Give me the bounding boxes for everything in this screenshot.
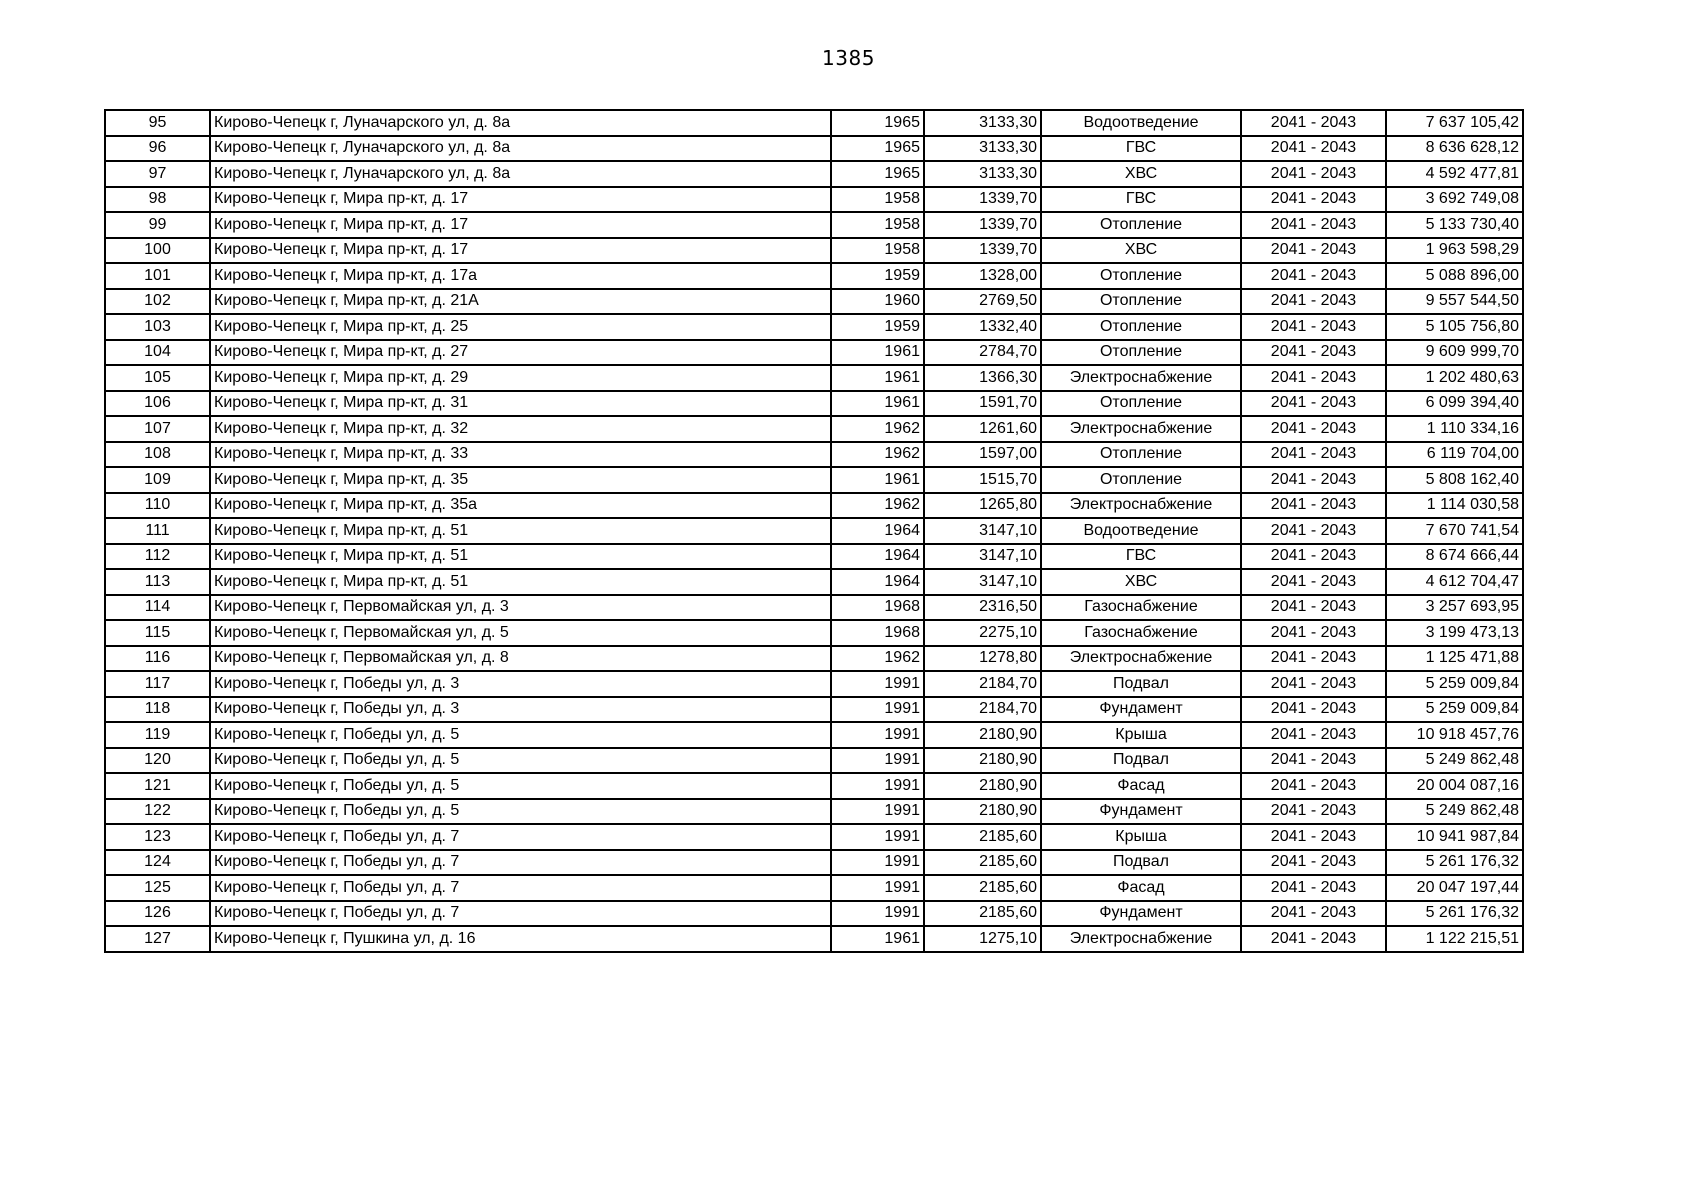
area-cell: 1515,70 (924, 467, 1041, 493)
work-type-cell: Отопление (1041, 467, 1241, 493)
cost-cell: 5 249 862,48 (1386, 799, 1523, 825)
build-year-cell: 1991 (831, 722, 924, 748)
period-cell: 2041 - 2043 (1241, 799, 1386, 825)
area-cell: 2185,60 (924, 850, 1041, 876)
work-type-cell: Водоотведение (1041, 110, 1241, 136)
cost-cell: 5 105 756,80 (1386, 314, 1523, 340)
build-year-cell: 1965 (831, 136, 924, 162)
row-number-cell: 122 (105, 799, 210, 825)
area-cell: 1597,00 (924, 442, 1041, 468)
build-year-cell: 1964 (831, 544, 924, 570)
address-cell: Кирово-Чепецк г, Мира пр-кт, д. 35а (210, 493, 831, 519)
table-row (105, 212, 1523, 238)
table-row (105, 748, 1523, 774)
table-row (105, 569, 1523, 595)
row-number-cell: 123 (105, 824, 210, 850)
table-row (105, 620, 1523, 646)
row-number-cell: 99 (105, 212, 210, 238)
cost-cell: 3 257 693,95 (1386, 595, 1523, 621)
work-type-cell: Крыша (1041, 824, 1241, 850)
table-row (105, 136, 1523, 162)
build-year-cell: 1991 (831, 773, 924, 799)
area-cell: 1278,80 (924, 646, 1041, 672)
row-number-cell: 112 (105, 544, 210, 570)
row-number-cell: 114 (105, 595, 210, 621)
table-row (105, 314, 1523, 340)
row-number-cell: 103 (105, 314, 210, 340)
work-type-cell: Отопление (1041, 442, 1241, 468)
table-row (105, 238, 1523, 264)
row-number-cell: 110 (105, 493, 210, 519)
area-cell: 2180,90 (924, 773, 1041, 799)
area-cell: 2184,70 (924, 697, 1041, 723)
row-number-cell: 121 (105, 773, 210, 799)
table-row (105, 824, 1523, 850)
address-cell: Кирово-Чепецк г, Первомайская ул, д. 8 (210, 646, 831, 672)
row-number-cell: 116 (105, 646, 210, 672)
cost-cell: 5 259 009,84 (1386, 671, 1523, 697)
period-cell: 2041 - 2043 (1241, 263, 1386, 289)
area-cell: 1339,70 (924, 187, 1041, 213)
cost-cell: 9 609 999,70 (1386, 340, 1523, 366)
period-cell: 2041 - 2043 (1241, 671, 1386, 697)
period-cell: 2041 - 2043 (1241, 518, 1386, 544)
build-year-cell: 1991 (831, 824, 924, 850)
period-cell: 2041 - 2043 (1241, 926, 1386, 952)
cost-cell: 1 125 471,88 (1386, 646, 1523, 672)
period-cell: 2041 - 2043 (1241, 493, 1386, 519)
table-row (105, 646, 1523, 672)
build-year-cell: 1965 (831, 161, 924, 187)
address-cell: Кирово-Чепецк г, Победы ул, д. 5 (210, 773, 831, 799)
table-body (105, 110, 1523, 952)
area-cell: 2275,10 (924, 620, 1041, 646)
table-row (105, 442, 1523, 468)
area-cell: 1265,80 (924, 493, 1041, 519)
area-cell: 3133,30 (924, 136, 1041, 162)
work-type-cell: Водоотведение (1041, 518, 1241, 544)
work-type-cell: Отопление (1041, 314, 1241, 340)
address-cell: Кирово-Чепецк г, Мира пр-кт, д. 51 (210, 569, 831, 595)
period-cell: 2041 - 2043 (1241, 901, 1386, 927)
area-cell: 1261,60 (924, 416, 1041, 442)
table-row (105, 263, 1523, 289)
table-row (105, 416, 1523, 442)
table-row (105, 850, 1523, 876)
row-number-cell: 100 (105, 238, 210, 264)
work-type-cell: Фундамент (1041, 697, 1241, 723)
area-cell: 2184,70 (924, 671, 1041, 697)
address-cell: Кирово-Чепецк г, Первомайская ул, д. 5 (210, 620, 831, 646)
build-year-cell: 1968 (831, 620, 924, 646)
work-type-cell: ГВС (1041, 136, 1241, 162)
address-cell: Кирово-Чепецк г, Мира пр-кт, д. 33 (210, 442, 831, 468)
work-type-cell: Фасад (1041, 875, 1241, 901)
work-type-cell: Отопление (1041, 391, 1241, 417)
row-number-cell: 97 (105, 161, 210, 187)
cost-cell: 1 963 598,29 (1386, 238, 1523, 264)
work-type-cell: Электроснабжение (1041, 365, 1241, 391)
address-cell: Кирово-Чепецк г, Мира пр-кт, д. 31 (210, 391, 831, 417)
table-row (105, 493, 1523, 519)
build-year-cell: 1961 (831, 340, 924, 366)
work-type-cell: ГВС (1041, 544, 1241, 570)
work-type-cell: Фасад (1041, 773, 1241, 799)
row-number-cell: 95 (105, 110, 210, 136)
address-cell: Кирово-Чепецк г, Победы ул, д. 7 (210, 850, 831, 876)
address-cell: Кирово-Чепецк г, Победы ул, д. 5 (210, 722, 831, 748)
period-cell: 2041 - 2043 (1241, 697, 1386, 723)
cost-cell: 8 636 628,12 (1386, 136, 1523, 162)
period-cell: 2041 - 2043 (1241, 824, 1386, 850)
row-number-cell: 98 (105, 187, 210, 213)
cost-cell: 5 261 176,32 (1386, 901, 1523, 927)
cost-cell: 6 119 704,00 (1386, 442, 1523, 468)
period-cell: 2041 - 2043 (1241, 289, 1386, 315)
build-year-cell: 1958 (831, 238, 924, 264)
area-cell: 1339,70 (924, 238, 1041, 264)
work-type-cell: ГВС (1041, 187, 1241, 213)
table-row (105, 671, 1523, 697)
repair-schedule-table (104, 109, 1524, 953)
cost-cell: 4 612 704,47 (1386, 569, 1523, 595)
table-row (105, 365, 1523, 391)
cost-cell: 10 941 987,84 (1386, 824, 1523, 850)
period-cell: 2041 - 2043 (1241, 773, 1386, 799)
row-number-cell: 125 (105, 875, 210, 901)
work-type-cell: Электроснабжение (1041, 493, 1241, 519)
build-year-cell: 1959 (831, 263, 924, 289)
row-number-cell: 105 (105, 365, 210, 391)
area-cell: 2180,90 (924, 748, 1041, 774)
cost-cell: 1 202 480,63 (1386, 365, 1523, 391)
work-type-cell: Отопление (1041, 340, 1241, 366)
cost-cell: 7 637 105,42 (1386, 110, 1523, 136)
cost-cell: 5 259 009,84 (1386, 697, 1523, 723)
cost-cell: 6 099 394,40 (1386, 391, 1523, 417)
period-cell: 2041 - 2043 (1241, 110, 1386, 136)
table-row (105, 926, 1523, 952)
address-cell: Кирово-Чепецк г, Мира пр-кт, д. 35 (210, 467, 831, 493)
table-row (105, 161, 1523, 187)
area-cell: 3133,30 (924, 110, 1041, 136)
cost-cell: 5 249 862,48 (1386, 748, 1523, 774)
table-row (105, 518, 1523, 544)
cost-cell: 5 261 176,32 (1386, 850, 1523, 876)
period-cell: 2041 - 2043 (1241, 340, 1386, 366)
address-cell: Кирово-Чепецк г, Мира пр-кт, д. 25 (210, 314, 831, 340)
area-cell: 1275,10 (924, 926, 1041, 952)
address-cell: Кирово-Чепецк г, Победы ул, д. 5 (210, 799, 831, 825)
address-cell: Кирово-Чепецк г, Мира пр-кт, д. 17 (210, 187, 831, 213)
cost-cell: 1 122 215,51 (1386, 926, 1523, 952)
period-cell: 2041 - 2043 (1241, 875, 1386, 901)
build-year-cell: 1991 (831, 748, 924, 774)
area-cell: 1591,70 (924, 391, 1041, 417)
cost-cell: 4 592 477,81 (1386, 161, 1523, 187)
area-cell: 2316,50 (924, 595, 1041, 621)
work-type-cell: Подвал (1041, 748, 1241, 774)
period-cell: 2041 - 2043 (1241, 544, 1386, 570)
work-type-cell: Подвал (1041, 671, 1241, 697)
work-type-cell: ХВС (1041, 569, 1241, 595)
build-year-cell: 1962 (831, 493, 924, 519)
address-cell: Кирово-Чепецк г, Победы ул, д. 7 (210, 875, 831, 901)
table-row (105, 773, 1523, 799)
address-cell: Кирово-Чепецк г, Луначарского ул, д. 8а (210, 161, 831, 187)
row-number-cell: 127 (105, 926, 210, 952)
row-number-cell: 115 (105, 620, 210, 646)
table-row (105, 799, 1523, 825)
work-type-cell: Отопление (1041, 212, 1241, 238)
table-row (105, 901, 1523, 927)
address-cell: Кирово-Чепецк г, Пушкина ул, д. 16 (210, 926, 831, 952)
cost-cell: 7 670 741,54 (1386, 518, 1523, 544)
build-year-cell: 1959 (831, 314, 924, 340)
period-cell: 2041 - 2043 (1241, 620, 1386, 646)
row-number-cell: 104 (105, 340, 210, 366)
table-row (105, 187, 1523, 213)
period-cell: 2041 - 2043 (1241, 416, 1386, 442)
build-year-cell: 1991 (831, 875, 924, 901)
page-number: 1385 (822, 46, 875, 70)
work-type-cell: Электроснабжение (1041, 646, 1241, 672)
period-cell: 2041 - 2043 (1241, 314, 1386, 340)
work-type-cell: ХВС (1041, 161, 1241, 187)
work-type-cell: Подвал (1041, 850, 1241, 876)
build-year-cell: 1960 (831, 289, 924, 315)
work-type-cell: Газоснабжение (1041, 620, 1241, 646)
cost-cell: 8 674 666,44 (1386, 544, 1523, 570)
build-year-cell: 1961 (831, 391, 924, 417)
table-row (105, 875, 1523, 901)
cost-cell: 5 088 896,00 (1386, 263, 1523, 289)
address-cell: Кирово-Чепецк г, Первомайская ул, д. 3 (210, 595, 831, 621)
period-cell: 2041 - 2043 (1241, 850, 1386, 876)
period-cell: 2041 - 2043 (1241, 442, 1386, 468)
cost-cell: 9 557 544,50 (1386, 289, 1523, 315)
table-row (105, 391, 1523, 417)
build-year-cell: 1965 (831, 110, 924, 136)
row-number-cell: 118 (105, 697, 210, 723)
area-cell: 2769,50 (924, 289, 1041, 315)
build-year-cell: 1991 (831, 901, 924, 927)
build-year-cell: 1962 (831, 442, 924, 468)
area-cell: 1366,30 (924, 365, 1041, 391)
build-year-cell: 1958 (831, 187, 924, 213)
table-row (105, 340, 1523, 366)
area-cell: 2180,90 (924, 799, 1041, 825)
row-number-cell: 113 (105, 569, 210, 595)
work-type-cell: Фундамент (1041, 901, 1241, 927)
period-cell: 2041 - 2043 (1241, 212, 1386, 238)
address-cell: Кирово-Чепецк г, Мира пр-кт, д. 51 (210, 544, 831, 570)
area-cell: 2185,60 (924, 901, 1041, 927)
row-number-cell: 108 (105, 442, 210, 468)
build-year-cell: 1964 (831, 569, 924, 595)
build-year-cell: 1961 (831, 926, 924, 952)
cost-cell: 20 004 087,16 (1386, 773, 1523, 799)
row-number-cell: 111 (105, 518, 210, 544)
work-type-cell: ХВС (1041, 238, 1241, 264)
table-row (105, 289, 1523, 315)
area-cell: 3133,30 (924, 161, 1041, 187)
build-year-cell: 1991 (831, 671, 924, 697)
work-type-cell: Электроснабжение (1041, 416, 1241, 442)
work-type-cell: Электроснабжение (1041, 926, 1241, 952)
build-year-cell: 1961 (831, 365, 924, 391)
row-number-cell: 119 (105, 722, 210, 748)
cost-cell: 3 692 749,08 (1386, 187, 1523, 213)
table-row (105, 467, 1523, 493)
address-cell: Кирово-Чепецк г, Победы ул, д. 3 (210, 671, 831, 697)
cost-cell: 1 114 030,58 (1386, 493, 1523, 519)
address-cell: Кирово-Чепецк г, Мира пр-кт, д. 51 (210, 518, 831, 544)
area-cell: 3147,10 (924, 518, 1041, 544)
row-number-cell: 107 (105, 416, 210, 442)
period-cell: 2041 - 2043 (1241, 187, 1386, 213)
build-year-cell: 1991 (831, 799, 924, 825)
area-cell: 2185,60 (924, 875, 1041, 901)
row-number-cell: 102 (105, 289, 210, 315)
period-cell: 2041 - 2043 (1241, 391, 1386, 417)
address-cell: Кирово-Чепецк г, Мира пр-кт, д. 27 (210, 340, 831, 366)
cost-cell: 20 047 197,44 (1386, 875, 1523, 901)
cost-cell: 5 133 730,40 (1386, 212, 1523, 238)
period-cell: 2041 - 2043 (1241, 238, 1386, 264)
address-cell: Кирово-Чепецк г, Мира пр-кт, д. 17а (210, 263, 831, 289)
period-cell: 2041 - 2043 (1241, 136, 1386, 162)
cost-cell: 1 110 334,16 (1386, 416, 1523, 442)
row-number-cell: 126 (105, 901, 210, 927)
build-year-cell: 1958 (831, 212, 924, 238)
area-cell: 2185,60 (924, 824, 1041, 850)
address-cell: Кирово-Чепецк г, Мира пр-кт, д. 29 (210, 365, 831, 391)
row-number-cell: 120 (105, 748, 210, 774)
build-year-cell: 1964 (831, 518, 924, 544)
address-cell: Кирово-Чепецк г, Луначарского ул, д. 8а (210, 136, 831, 162)
address-cell: Кирово-Чепецк г, Луначарского ул, д. 8а (210, 110, 831, 136)
area-cell: 1339,70 (924, 212, 1041, 238)
table-row (105, 722, 1523, 748)
period-cell: 2041 - 2043 (1241, 595, 1386, 621)
row-number-cell: 106 (105, 391, 210, 417)
work-type-cell: Отопление (1041, 289, 1241, 315)
build-year-cell: 1968 (831, 595, 924, 621)
build-year-cell: 1962 (831, 646, 924, 672)
cost-cell: 3 199 473,13 (1386, 620, 1523, 646)
table-row (105, 110, 1523, 136)
address-cell: Кирово-Чепецк г, Победы ул, д. 5 (210, 748, 831, 774)
address-cell: Кирово-Чепецк г, Мира пр-кт, д. 32 (210, 416, 831, 442)
period-cell: 2041 - 2043 (1241, 467, 1386, 493)
period-cell: 2041 - 2043 (1241, 365, 1386, 391)
build-year-cell: 1991 (831, 697, 924, 723)
address-cell: Кирово-Чепецк г, Мира пр-кт, д. 17 (210, 212, 831, 238)
period-cell: 2041 - 2043 (1241, 722, 1386, 748)
work-type-cell: Отопление (1041, 263, 1241, 289)
address-cell: Кирово-Чепецк г, Мира пр-кт, д. 17 (210, 238, 831, 264)
address-cell: Кирово-Чепецк г, Победы ул, д. 3 (210, 697, 831, 723)
build-year-cell: 1991 (831, 850, 924, 876)
cost-cell: 10 918 457,76 (1386, 722, 1523, 748)
area-cell: 2180,90 (924, 722, 1041, 748)
area-cell: 1332,40 (924, 314, 1041, 340)
work-type-cell: Фундамент (1041, 799, 1241, 825)
table-row (105, 697, 1523, 723)
work-type-cell: Газоснабжение (1041, 595, 1241, 621)
row-number-cell: 124 (105, 850, 210, 876)
area-cell: 2784,70 (924, 340, 1041, 366)
area-cell: 1328,00 (924, 263, 1041, 289)
cost-cell: 5 808 162,40 (1386, 467, 1523, 493)
address-cell: Кирово-Чепецк г, Победы ул, д. 7 (210, 901, 831, 927)
table-row (105, 544, 1523, 570)
area-cell: 3147,10 (924, 544, 1041, 570)
address-cell: Кирово-Чепецк г, Победы ул, д. 7 (210, 824, 831, 850)
period-cell: 2041 - 2043 (1241, 748, 1386, 774)
work-type-cell: Крыша (1041, 722, 1241, 748)
address-cell: Кирово-Чепецк г, Мира пр-кт, д. 21А (210, 289, 831, 315)
area-cell: 3147,10 (924, 569, 1041, 595)
build-year-cell: 1961 (831, 467, 924, 493)
row-number-cell: 101 (105, 263, 210, 289)
period-cell: 2041 - 2043 (1241, 569, 1386, 595)
build-year-cell: 1962 (831, 416, 924, 442)
table-row (105, 595, 1523, 621)
row-number-cell: 96 (105, 136, 210, 162)
row-number-cell: 109 (105, 467, 210, 493)
row-number-cell: 117 (105, 671, 210, 697)
period-cell: 2041 - 2043 (1241, 161, 1386, 187)
period-cell: 2041 - 2043 (1241, 646, 1386, 672)
